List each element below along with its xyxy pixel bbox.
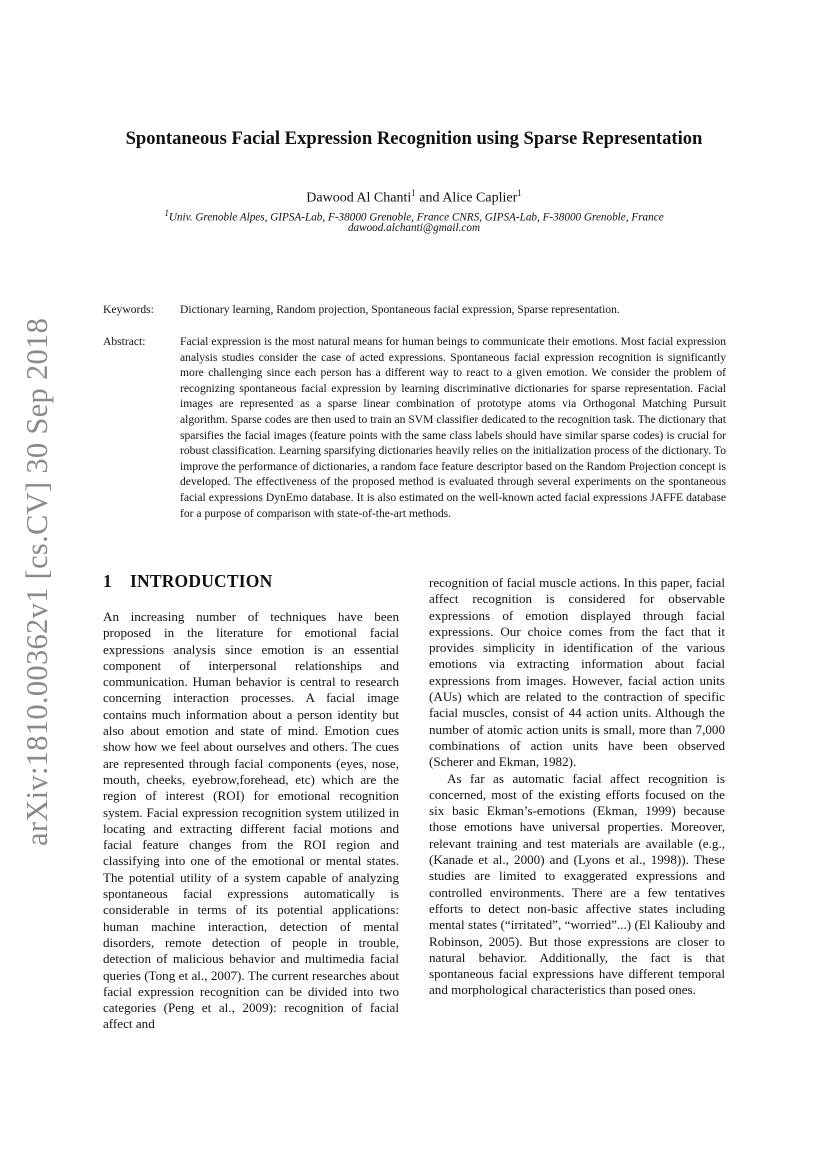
body-paragraph: As far as automatic facial affect recognition is concerned, most of the existing efforts focused on the six basic Ekman’s-emotions (Ekman, 1999) because those emotions have universal properties. Moreover, relevant training and test materials are available (e.g., (Kanade et al., 2000) and (Lyons et al., 1998)). These studies are limited to exaggerated expressions and controlled environments. There are a few tentatives efforts to detect non-basic affective states including mental states (“irritated”, “worried”...) (El Kaliouby and Robinson, 2005). But those expressions are closer to natural behavior. Additionally, the fact is that spontaneous facial expressions have different temporal and morphological characteristics than posed ones. [429,770,725,998]
author-name-1: Dawood Al Chanti [306,190,412,206]
section-heading-introduction [103,570,272,592]
section-number: 1 [103,571,112,591]
author-name-2: and Alice Caplier [415,190,518,206]
body-paragraph: An increasing number of techniques have been proposed in the literature for emotional facial expressions analysis since emotion is an essential component of interpersonal relationships and communication. Human behavior is central to research concerning interaction processes. A facial image contains much information about a person identity but also about emotion and state of mind. Emotion cues show how we feel about ourselves and others. The cues are represented through facial components (eyes, nose, mouth, cheeks, eyebrow,forehead, etc) which are the region of interest (ROI) for emotional recognition system. Facial expression recognition system utilized in locating and extracting different facial motions and facial feature changes from the ROI region and classifying into one of the emotional or mental states. The potential utility of a system capable of analyzing spontaneous facial expressions automatically is considerable in terms of its potential applications: human machine interaction, detection of mental disorders, remote detection of people in trouble, detection of malicious behavior and multimedia facial queries (Tong et al., 2007). The current researches about facial expression recognition can be divided into two categories (Peng et al., 2009): recognition of facial affect and [103,609,399,1032]
arxiv-identifier-stamp[interactable]: arXiv:1810.00362v1 [cs.CV] 30 Sep 2018 [20,317,54,846]
keywords-text: Dictionary learning, Random projection, Spontaneous facial expression, Sparse representation. [180,303,620,316]
paper-title: Spontaneous Facial Expression Recognition using Sparse Representation [125,128,703,149]
body-column-left [103,609,399,1033]
keywords-label: Keywords: [103,303,154,316]
author-line [60,184,768,208]
body-paragraph: recognition of facial muscle actions. In this paper, facial affect recognition is considered for observable expressions of emotion displayed through facial expressions. Our choice comes from the fact that it provides simplicity in identification of the various emotions via extracting information about facial expressions from images. However, facial action units (AUs) which are related to the contraction of specific facial muscles, consist of 44 action units. Although the number of atomic action units is small, more than 7,000 combinations of action units have been observed (Scherer and Ekman, 1982). [429,575,725,770]
author-email[interactable]: dawood.alchanti@gmail.com [347,222,481,234]
author-affiliation-mark-2: 1 [517,188,522,198]
abstract-label: Abstract: [103,335,146,348]
abstract-text: Facial expression is the most natural means for human beings to communicate their emotions. Most facial expression analysis studies consider the case of acted expressions. Spontaneous facial expression recognition is significantly more challenging since each person has a different way to react to a given emotion. We consider the problem of recognizing spontaneous facial expression by learning discriminative dictionaries for sparse representation. Facial images are represented as a sparse linear combination of prototype atoms via Orthogonal Matching Pursuit algorithm. Sparse codes are then used to train an SVM classifier dedicated to the recognition task. The dictionary that sparsifies the facial images (feature points with the same class labels should have similar sparse codes) is crucial for robust classification. Learning sparsifying dictionaries heavily relies on the initialization process of the dictionary. To improve the performance of dictionaries, a random face feature descriptor based on the Random Projection concept is developed. The effectiveness of the proposed method is evaluated through several experiments on the spontaneous facial expressions DynEmo database. It is also estimated on the well-known acted facial expressions JAFFE database for a purpose of comparison with state-of-the-art methods. [180,335,726,520]
section-title: INTRODUCTION [130,571,273,591]
affiliation-text: Univ. Grenoble Alpes, GIPSA-Lab, F-38000 Grenoble, France CNRS, GIPSA-Lab, F-38000 Grenoble, France [168,211,664,224]
body-column-right [429,575,725,999]
author-affiliation-mark-1: 1 [411,188,416,198]
affiliation-mark: 1 [164,208,169,218]
